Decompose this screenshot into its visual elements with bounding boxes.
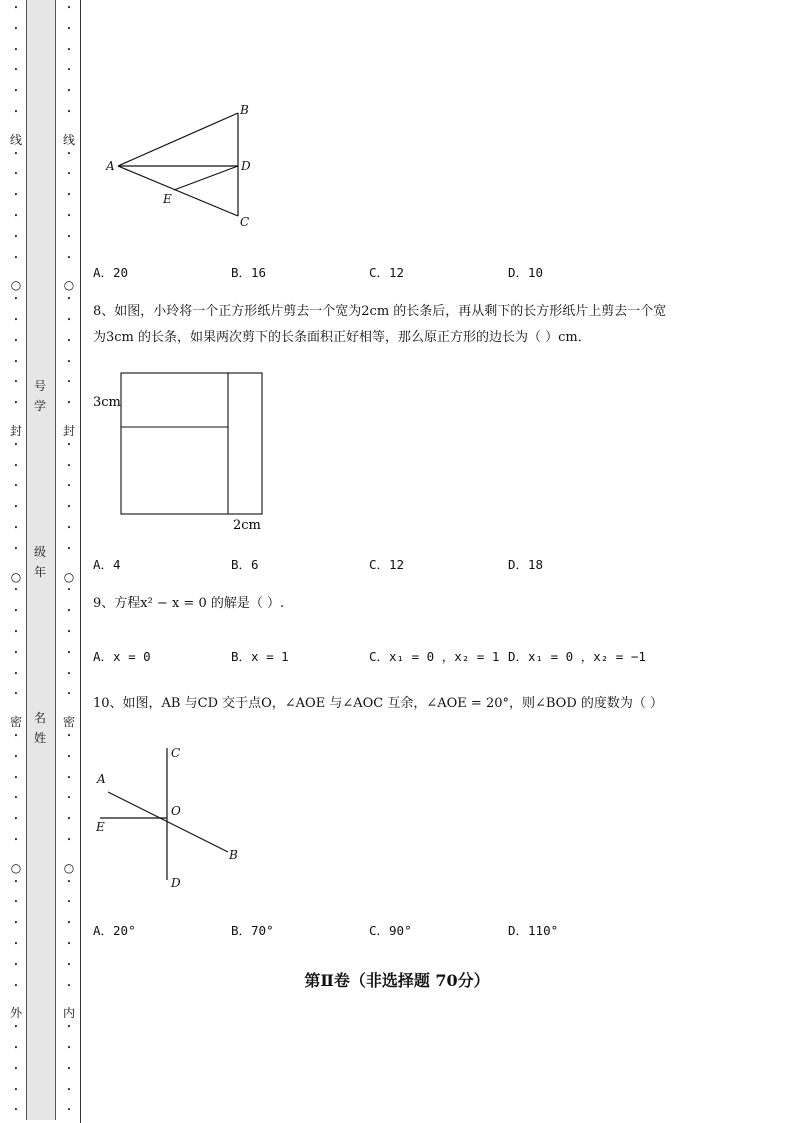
outer-margin-dot: • xyxy=(13,4,19,12)
outer-margin-label: 封 xyxy=(9,424,22,438)
label-d: D xyxy=(171,876,181,890)
strip-label-xing: 姓 xyxy=(33,731,46,745)
q7-option-c[interactable]: C．12 xyxy=(369,265,405,280)
inner-margin-label: ○ xyxy=(63,570,75,584)
outer-margin-label: 外 xyxy=(9,1006,22,1020)
inner-margin-dot: • xyxy=(66,66,72,75)
inner-margin-dot: • xyxy=(66,544,72,553)
outer-margin-dot: • xyxy=(13,232,19,241)
inner-margin-dot: • xyxy=(66,482,72,491)
strip-label-xue: 学 xyxy=(33,399,46,413)
outer-margin-dot: • xyxy=(13,1085,19,1094)
outer-margin-dot: • xyxy=(13,45,19,54)
outer-margin-dot: • xyxy=(13,191,19,200)
inner-margin-dot: • xyxy=(66,295,72,304)
outer-margin-dot: • xyxy=(13,815,19,824)
outer-margin-dot: • xyxy=(13,253,19,262)
inner-margin-dot: • xyxy=(66,4,72,12)
label-c: C xyxy=(171,746,181,760)
outer-margin-dot: • xyxy=(13,295,19,304)
outer-margin-dot: • xyxy=(13,399,19,408)
inner-margin-label: 密 xyxy=(62,715,75,729)
q8-option-b[interactable]: B．6 xyxy=(231,557,259,572)
inner-margin-dot: • xyxy=(66,773,72,782)
outer-margin-label: 密 xyxy=(9,715,22,729)
outer-margin-dot: • xyxy=(13,773,19,782)
outer-margin-dot: • xyxy=(13,66,19,75)
inner-margin-dot: • xyxy=(66,1106,72,1115)
outer-margin-dot: • xyxy=(13,482,19,491)
q9-option-d[interactable]: D．x₁ = 0 ，x₂ = −1 xyxy=(508,649,646,664)
q10-option-b[interactable]: B．70° xyxy=(231,923,274,938)
q10-text: 10、如图，AB 与CD 交于点O，∠AOE 与∠AOC 互余，∠AOE = 20°，则∠BOD 的度数为（ ） xyxy=(93,696,664,711)
outer-margin-dot: • xyxy=(13,212,19,220)
section-title: 第Ⅱ卷（非选择题 70分） xyxy=(304,971,490,990)
inner-margin-dot: • xyxy=(66,378,72,387)
inner-margin-dot: • xyxy=(66,607,72,616)
segment-ac xyxy=(118,166,238,216)
inner-margin-dot: • xyxy=(66,24,72,33)
outer-margin-dot: • xyxy=(13,669,19,678)
label-a: A xyxy=(97,772,106,786)
inner-margin-dot: • xyxy=(66,960,72,969)
q8-option-a[interactable]: A．4 xyxy=(93,557,121,572)
outer-margin-dot: • xyxy=(13,960,19,969)
inner-margin-dot: • xyxy=(66,336,72,345)
outer-margin-dot: • xyxy=(13,357,19,366)
outer-margin-dot: • xyxy=(13,149,19,158)
q8-option-d[interactable]: D．18 xyxy=(508,557,544,572)
inner-margin-dot: • xyxy=(66,586,72,595)
label-b: B xyxy=(229,848,238,862)
inner-margin-dot: • xyxy=(66,669,72,678)
outer-margin-dot: • xyxy=(13,336,19,345)
inner-margin-dot: • xyxy=(66,690,72,699)
outer-margin-dot: • xyxy=(13,524,19,532)
outer-margin-dot: • xyxy=(13,1044,19,1052)
inner-margin-label: ○ xyxy=(63,278,75,292)
inner-margin-dot: • xyxy=(66,232,72,241)
q8-option-c[interactable]: C．12 xyxy=(369,557,405,572)
line-ab xyxy=(108,792,228,852)
outer-margin-dot: • xyxy=(13,898,19,907)
outer-margin-dot: • xyxy=(13,732,19,740)
inner-margin-dot: • xyxy=(66,191,72,200)
q8-text-line1: 8、如图，小玲将一个正方形纸片剪去一个宽为2cm 的长条后，再从剩下的长方形纸片上剪去一个宽 xyxy=(93,304,667,319)
outer-margin-label: ○ xyxy=(10,278,22,292)
outer-margin-dot: • xyxy=(13,836,19,844)
label-2cm: 2cm xyxy=(233,518,261,533)
q9-option-c[interactable]: C．x₁ = 0 ，x₂ = 1 xyxy=(369,649,500,664)
inner-margin-dot: • xyxy=(66,149,72,158)
q10-option-c[interactable]: C．90° xyxy=(369,923,412,938)
outer-margin-dot: • xyxy=(13,108,19,116)
inner-margin-dot: • xyxy=(66,212,72,220)
inner-margin-dot: • xyxy=(66,1085,72,1094)
inner-margin-dot: • xyxy=(66,877,72,886)
q9-text: 9、方程x² − x = 0 的解是（ ）. xyxy=(93,596,285,611)
inner-margin-dot: • xyxy=(66,253,72,262)
q9-option-b[interactable]: B．x = 1 xyxy=(231,649,289,664)
inner-margin-label: 内 xyxy=(62,1006,75,1020)
outer-margin-dot: • xyxy=(13,440,19,449)
inner-margin-dot: • xyxy=(66,919,72,928)
inner-margin-dot: • xyxy=(66,836,72,844)
inner-margin-dot: • xyxy=(66,648,72,657)
outer-margin-dot: • xyxy=(13,628,19,636)
outer-margin-dot: • xyxy=(13,586,19,595)
strip-label-ji: 级 xyxy=(33,545,46,559)
outer-margin-dot: • xyxy=(13,607,19,616)
label-o: O xyxy=(171,804,181,818)
outer-margin-dot: • xyxy=(13,919,19,928)
strip-label-nian: 年 xyxy=(33,565,46,579)
segment-ab xyxy=(118,113,238,166)
inner-margin-dot: • xyxy=(66,524,72,532)
outer-margin-dot: • xyxy=(13,544,19,553)
outer-margin-dot: • xyxy=(13,461,19,470)
inner-margin-dot: • xyxy=(66,981,72,990)
outer-margin-dot: • xyxy=(13,378,19,387)
q10-option-a[interactable]: A．20° xyxy=(93,923,136,938)
label-3cm: 3cm xyxy=(93,395,121,410)
q7-triangle-figure xyxy=(100,98,260,233)
outer-margin-dot: • xyxy=(13,940,19,948)
label-d: D xyxy=(241,159,251,173)
square-outline xyxy=(121,373,262,514)
inner-margin-label: 封 xyxy=(62,424,75,438)
label-e: E xyxy=(163,192,172,206)
inner-margin-dot: • xyxy=(66,1044,72,1052)
inner-margin-dot: • xyxy=(66,461,72,470)
outer-margin-dot: • xyxy=(13,877,19,886)
inner-margin-dot: • xyxy=(66,170,72,179)
outer-margin-dot: • xyxy=(13,503,19,512)
outer-margin-dot: • xyxy=(13,794,19,803)
inner-margin-dot: • xyxy=(66,794,72,803)
inner-margin-dot: • xyxy=(66,440,72,449)
q8-text-line2: 为3cm 的长条，如果两次剪下的长条面积正好相等，那么原正方形的边长为（ ）cm． xyxy=(93,330,591,345)
inner-margin-dot: • xyxy=(66,108,72,116)
label-a: A xyxy=(106,159,115,173)
outer-margin-dot: • xyxy=(13,1106,19,1115)
outer-margin-dot: • xyxy=(13,1064,19,1073)
inner-margin-dot: • xyxy=(66,628,72,636)
inner-margin-dot: • xyxy=(66,45,72,54)
outer-margin-dot: • xyxy=(13,648,19,657)
outer-margin-label: 线 xyxy=(9,133,22,147)
q10-angle-figure xyxy=(90,740,250,895)
strip-label-hao: 号 xyxy=(33,379,46,393)
inner-margin-dot: • xyxy=(66,503,72,512)
inner-margin-dot: • xyxy=(66,732,72,740)
outer-margin-dot: • xyxy=(13,24,19,33)
segment-ed xyxy=(174,166,238,190)
inner-margin-dot: • xyxy=(66,357,72,366)
q7-option-b[interactable]: B．16 xyxy=(231,265,267,280)
inner-margin-dot: • xyxy=(66,87,72,96)
inner-margin-dot: • xyxy=(66,316,72,324)
inner-margin-label: ○ xyxy=(63,861,75,875)
outer-margin-dot: • xyxy=(13,690,19,699)
q7-option-a[interactable]: A．20 xyxy=(93,265,129,280)
inner-margin-dot: • xyxy=(66,752,72,761)
inner-margin-dot: • xyxy=(66,815,72,824)
outer-margin-label: ○ xyxy=(10,570,22,584)
label-c: C xyxy=(240,215,250,229)
q10-option-d[interactable]: D．110° xyxy=(508,923,559,938)
q8-square-figure xyxy=(92,368,272,538)
inner-margin-label: 线 xyxy=(62,133,75,147)
margin-rule xyxy=(80,0,81,1123)
outer-margin-label: ○ xyxy=(10,861,22,875)
q9-option-a[interactable]: A．x = 0 xyxy=(93,649,151,664)
outer-margin-dot: • xyxy=(13,981,19,990)
inner-margin-dot: • xyxy=(66,399,72,408)
outer-margin-dot: • xyxy=(13,170,19,179)
q7-option-d[interactable]: D．10 xyxy=(508,265,544,280)
strip-label-ming: 名 xyxy=(33,711,46,725)
label-b: B xyxy=(240,103,249,117)
outer-margin-dot: • xyxy=(13,752,19,761)
inner-margin-dot: • xyxy=(66,940,72,948)
outer-margin-dot: • xyxy=(13,87,19,96)
outer-margin-dot: • xyxy=(13,316,19,324)
outer-margin-dot: • xyxy=(13,1023,19,1032)
inner-margin-dot: • xyxy=(66,1064,72,1073)
label-e: E xyxy=(96,820,105,834)
inner-margin-dot: • xyxy=(66,898,72,907)
inner-margin-dot: • xyxy=(66,1023,72,1032)
